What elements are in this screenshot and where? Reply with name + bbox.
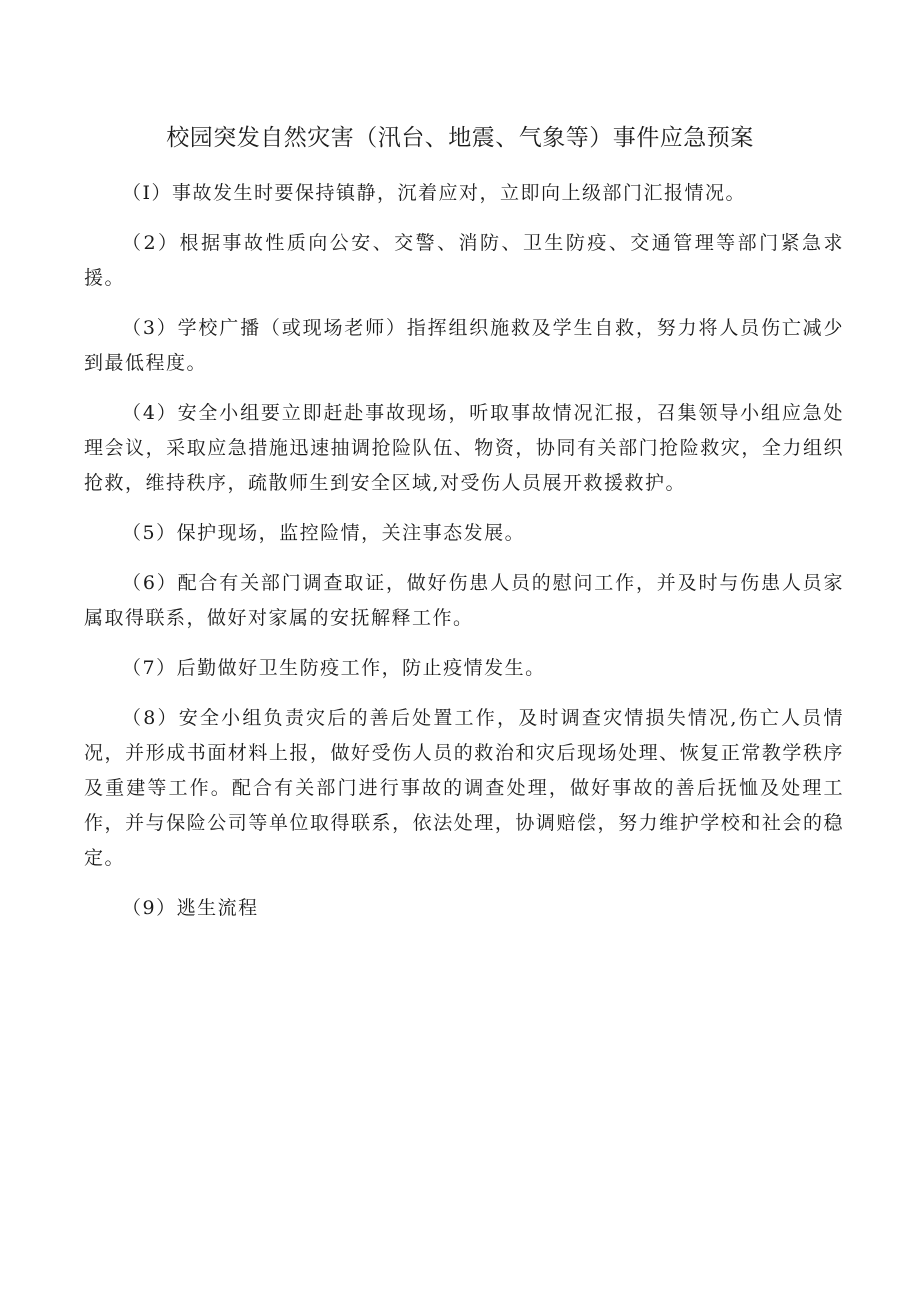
paragraph-1: （I）事故发生时要保持镇静，沉着应对，立即向上级部门汇报情况。 <box>122 182 747 204</box>
paragraph-3: （3）学校广播（或现场老师）指挥组织施救及学生自救，努力将人员伤亡减少到最低程度。 <box>84 317 844 374</box>
document-body <box>84 176 844 941</box>
paragraph-4: （4）安全小组要立即赶赴事故现场，听取事故情况汇报，召集领导小组应急处理会议，采取应急措施迅速抽调抢险队伍、物资，协同有关部门抢险救灾，全力组织抢救，维持秩序，疏散师生到安全区域,对受伤人员展开救援救护。 <box>84 402 844 494</box>
paragraph-8: （8）安全小组负责灾后的善后处置工作，及时调查灾情损失情况,伤亡人员情况，并形成书面材料上报，做好受伤人员的救治和灾后现场处理、恢复正常教学秩序及重建等工作。配合有关部门进行事故的调查处理，做好事故的善后抚恤及处理工作，并与保险公司等单位取得联系，依法处理，协调赔偿，努力维护学校和社会的稳定。 <box>84 707 844 869</box>
paragraph-2: （2）根据事故性质向公安、交警、消防、卫生防疫、交通管理等部门紧急求援。 <box>84 232 844 289</box>
paragraph-9: （9）逃生流程 <box>122 897 259 919</box>
document-title: 校园突发自然灾害（汛台、地震、气象等）事件应急预案 <box>166 125 754 151</box>
paragraph-5: （5）保护现场，监控险情，关注事态发展。 <box>122 522 526 544</box>
paragraph-7: （7）后勤做好卫生防疫工作，防止疫情发生。 <box>122 657 546 679</box>
paragraph-6: （6）配合有关部门调查取证，做好伤患人员的慰问工作，并及时与伤患人员家属取得联系，做好对家属的安抚解释工作。 <box>84 572 844 629</box>
